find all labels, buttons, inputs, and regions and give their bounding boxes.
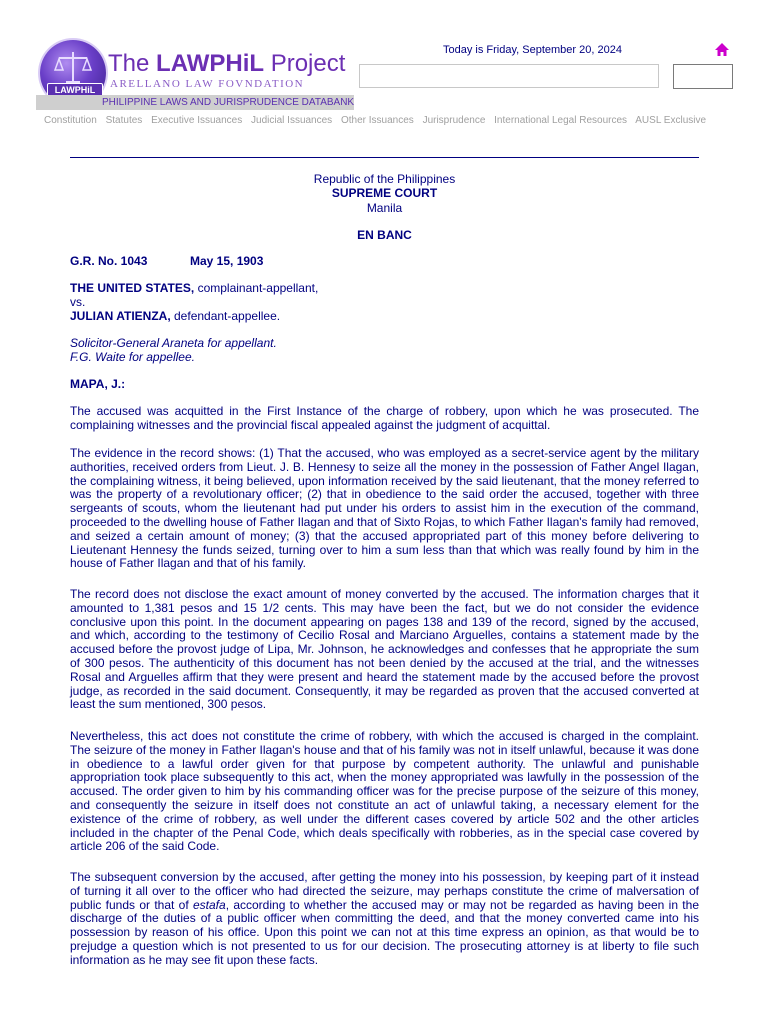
site-title-prefix: The bbox=[108, 50, 157, 77]
current-date: Today is Friday, September 20, 2024 bbox=[443, 44, 622, 56]
nav-executive-issuances[interactable]: Executive Issuances bbox=[151, 115, 243, 126]
nav-ausl-exclusive[interactable]: AUSL Exclusive bbox=[635, 115, 707, 126]
site-title-brand: LAWPHiL bbox=[156, 50, 265, 77]
paragraph-5-part-b: , according to whether the accused may or may not be regarded as having been in the discharge of the duties of a public officer when committing the deed, and that the money converted came into his possession by reason of his office. Upon this point we can not at this time express an opinion, as that would be to prejudge a question which is not presented to us for our decision. The prosecuting attorney is at liberty to file such information as he may see fit upon these facts. bbox=[70, 897, 699, 967]
party-appellee-name: JULIAN ATIENZA, bbox=[70, 309, 171, 323]
versus-label: vs. bbox=[70, 295, 86, 309]
republic-line: Republic of the Philippines bbox=[313, 172, 456, 186]
nav-statutes[interactable]: Statutes bbox=[105, 115, 143, 126]
nav-judicial-issuances[interactable]: Judicial Issuances bbox=[251, 115, 333, 126]
scales-of-justice-icon bbox=[52, 48, 94, 88]
foundation-name: ARELLANO LAW FOVNDATION bbox=[110, 78, 305, 90]
party-appellant-name: THE UNITED STATES, bbox=[70, 281, 195, 295]
party-appellee bbox=[70, 310, 280, 324]
decision-paragraph-3: The record does not disclose the exact amount of money converted by the accused. The information charges that it amounted to 1,381 pesos and 15 1/2 cents. This may have been the fact, but we do not consider the evidence conclusive upon this point. In the document appearing on pages 138 and 139 of the record, signed by the accused, and which, according to the testimony of Cecilio Rosal and Marciano Arguelles, contains a statement made by the accused before the provost judge of Lipa, Mr. Johnson, he acknowledges and confesses that he appropriate the sum of 300 pesos. The authenticity of this document has not been denied by the accused at the trial, and the witnesses Rosal and Arguelles affirm that they were present and heard the statement made by the accused before the provost judge, as recorded in the said document. Consequently, it may be regarded as proven that the accused converted at least the sum mentioned, 300 pesos. bbox=[70, 587, 699, 712]
court-name: SUPREME COURT bbox=[331, 186, 438, 200]
counsel-appellant: Solicitor-General Araneta for appellant. bbox=[70, 336, 277, 350]
site-title-suffix: Project bbox=[264, 50, 346, 77]
gr-number: G.R. No. 1043 bbox=[70, 254, 148, 268]
search-input[interactable] bbox=[359, 64, 659, 88]
paragraph-5-part-a: The subsequent conversion by the accused, after getting the money into his possession, by keeping part of it instead of turning it all over to the officer who had directed the seizure, may perhaps constitute the crime of malversation of public funds or that of bbox=[70, 870, 699, 912]
decision-paragraph-4: Nevertheless, this act does not constitute the crime of robbery, with which the accused is charged in the complaint. The seizure of the money in Father Ilagan's house and that of his family was not in itself unlawful, because it was done in obedience to a lawful order given for that purpose by competent authority. The unlawful and punishable appropriation took place subsequently to this act, when the money appropriated was lawfully in the possession of the accused. The order given to him by his commanding officer was for the precise purpose of the seizure of this money, and consequently the seizure in itself does not constitute an act of unlawful taking, a necessary element for the existence of the crime of robbery, as well under the different cases covered by article 502 and the other articles included in the chapter of the Penal Code, which deals specifically with robberies, as in the special case covered by article 206 of the said Code. bbox=[70, 729, 699, 854]
nav-jurisprudence[interactable]: Jurisprudence bbox=[422, 115, 486, 126]
home-icon[interactable] bbox=[714, 42, 730, 58]
main-nav bbox=[44, 115, 712, 126]
party-appellant-role: complainant-appellant, bbox=[194, 281, 319, 295]
decision-paragraph-2: The evidence in the record shows: (1) That the accused, who was employed as a secret-service agent by the military authorities, received orders from Lieut. J. B. Hennesy to seize all the money in the possession of Father Angel Ilagan, the complaining witness, it being believed, upon information received by the said lieutenant, that the money referred to was the property of a revolutionary officer; (2) that in obedience to the said order the accused, together with three sergeants of scouts, whom the lieutenant had put under his orders to assist him in the execution of the command, proceeded to the dwelling house of Father Ilagan and that of Sixto Rojas, to which Father Ilagan's family had removed, and seized a certain amount of money; (3) that the accused appropriated part of this money before delivering to Lieutenant Hennesy the funds seized, turning over to him a sum less than that which was really found by him in the house of Father Ilagan and that of his family. bbox=[70, 446, 699, 571]
nav-other-issuances[interactable]: Other Issuances bbox=[340, 115, 414, 126]
party-appellant bbox=[70, 282, 318, 296]
logo-badge: LAWPHiL bbox=[47, 83, 103, 98]
nav-international-legal-resources[interactable]: International Legal Resources bbox=[494, 115, 628, 126]
division-label: EN BANC bbox=[357, 228, 412, 242]
decision-paragraph-5 bbox=[70, 871, 699, 968]
nav-constitution[interactable]: Constitution bbox=[44, 115, 97, 126]
paragraph-5-emphasis: estafa bbox=[192, 897, 226, 912]
header-divider bbox=[70, 157, 699, 158]
court-city: Manila bbox=[366, 201, 403, 215]
counsel-appellee: F.G. Waite for appellee. bbox=[70, 350, 195, 364]
search-button[interactable] bbox=[673, 64, 733, 89]
databank-label: PHILIPPINE LAWS AND JURISPRUDENCE DATABANK bbox=[102, 97, 355, 108]
decision-date: May 15, 1903 bbox=[190, 254, 264, 268]
party-appellee-role: defendant-appellee. bbox=[170, 309, 281, 323]
ponente: MAPA, J.: bbox=[70, 377, 126, 391]
site-title[interactable] bbox=[108, 50, 345, 78]
decision-paragraph-1: The accused was acquitted in the First Instance of the charge of robbery, upon which he was prosecuted. The complaining witnesses and the provincial fiscal appealed against the judgment of acquittal. bbox=[70, 404, 699, 432]
